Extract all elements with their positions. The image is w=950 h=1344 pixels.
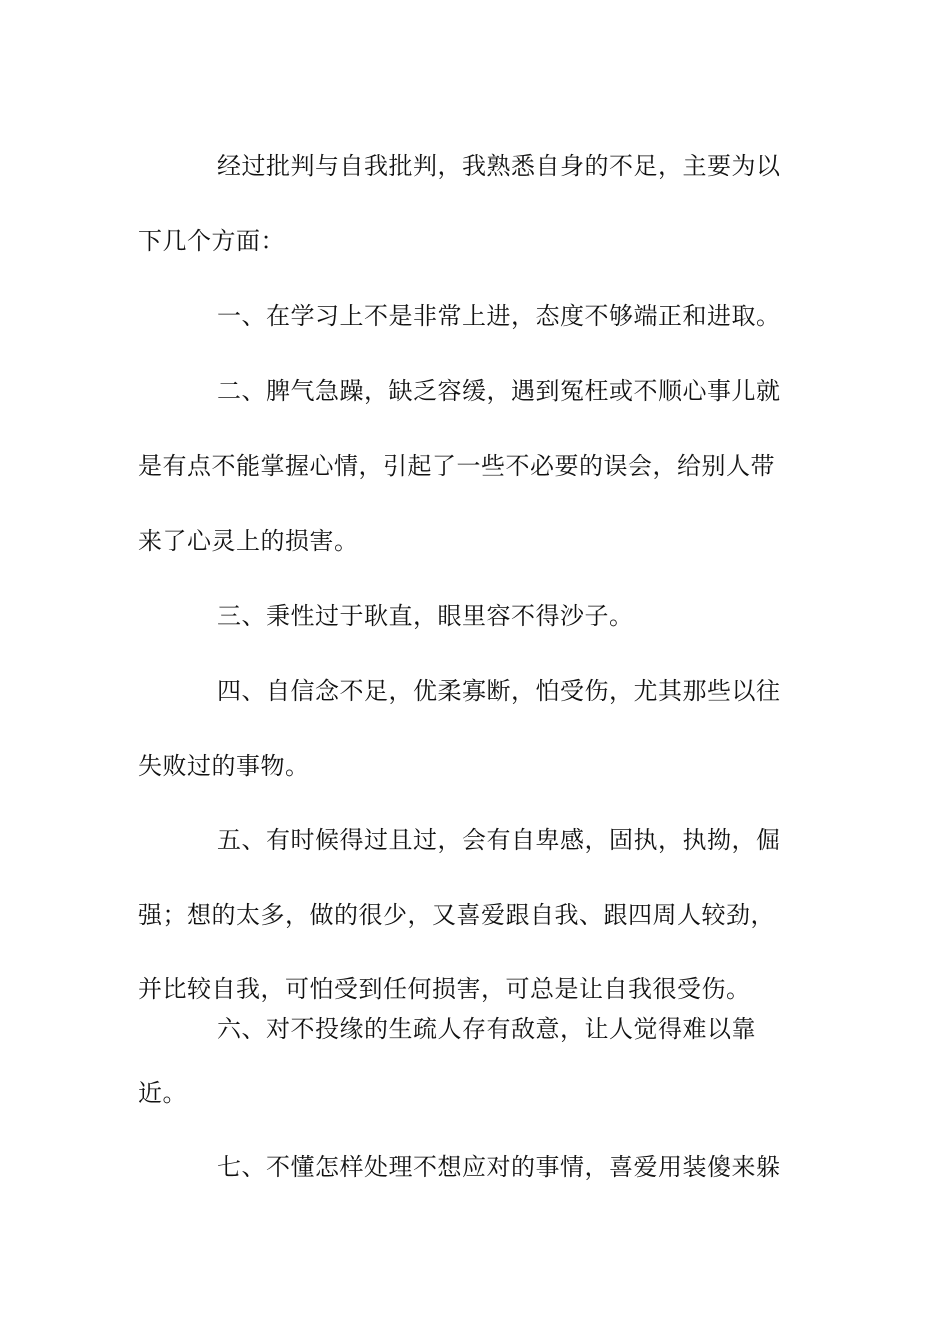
item-1-line-1: 一、在学习上不是非常上进，态度不够端正和进取。 bbox=[217, 302, 781, 330]
item-5-line-3: 并比较自我，可怕受到任何损害，可总是让自我很受伤。 bbox=[138, 975, 751, 1003]
item-7-line-1: 七、不懂怎样处理不想应对的事情，喜爱用装傻来躲 bbox=[217, 1153, 781, 1181]
paragraph-intro-line-1: 经过批判与自我批判，我熟悉自身的不足，主要为以 bbox=[217, 152, 781, 180]
item-2-line-1: 二、脾气急躁，缺乏容缓，遇到冤枉或不顺心事儿就 bbox=[217, 377, 781, 405]
item-5-line-1: 五、有时候得过且过，会有自卑感，固执，执拗，倔 bbox=[217, 826, 781, 854]
item-4-line-1: 四、自信念不足，优柔寡断，怕受伤，尤其那些以往 bbox=[217, 677, 781, 705]
item-2-line-2: 是有点不能掌握心情，引起了一些不必要的误会，给别人带 bbox=[138, 452, 775, 480]
item-5-line-2: 强；想的太多，做的很少，又喜爱跟自我、跟四周人较劲， bbox=[138, 901, 775, 929]
item-6-line-2: 近。 bbox=[138, 1079, 187, 1107]
item-3-line-1: 三、秉性过于耿直，眼里容不得沙子。 bbox=[217, 602, 634, 630]
item-2-line-3: 来了心灵上的损害。 bbox=[138, 527, 359, 555]
paragraph-intro-line-2: 下几个方面： bbox=[138, 227, 285, 255]
item-4-line-2: 失败过的事物。 bbox=[138, 752, 310, 780]
item-6-line-1: 六、对不投缘的生疏人存有敌意，让人觉得难以靠 bbox=[217, 1015, 756, 1043]
